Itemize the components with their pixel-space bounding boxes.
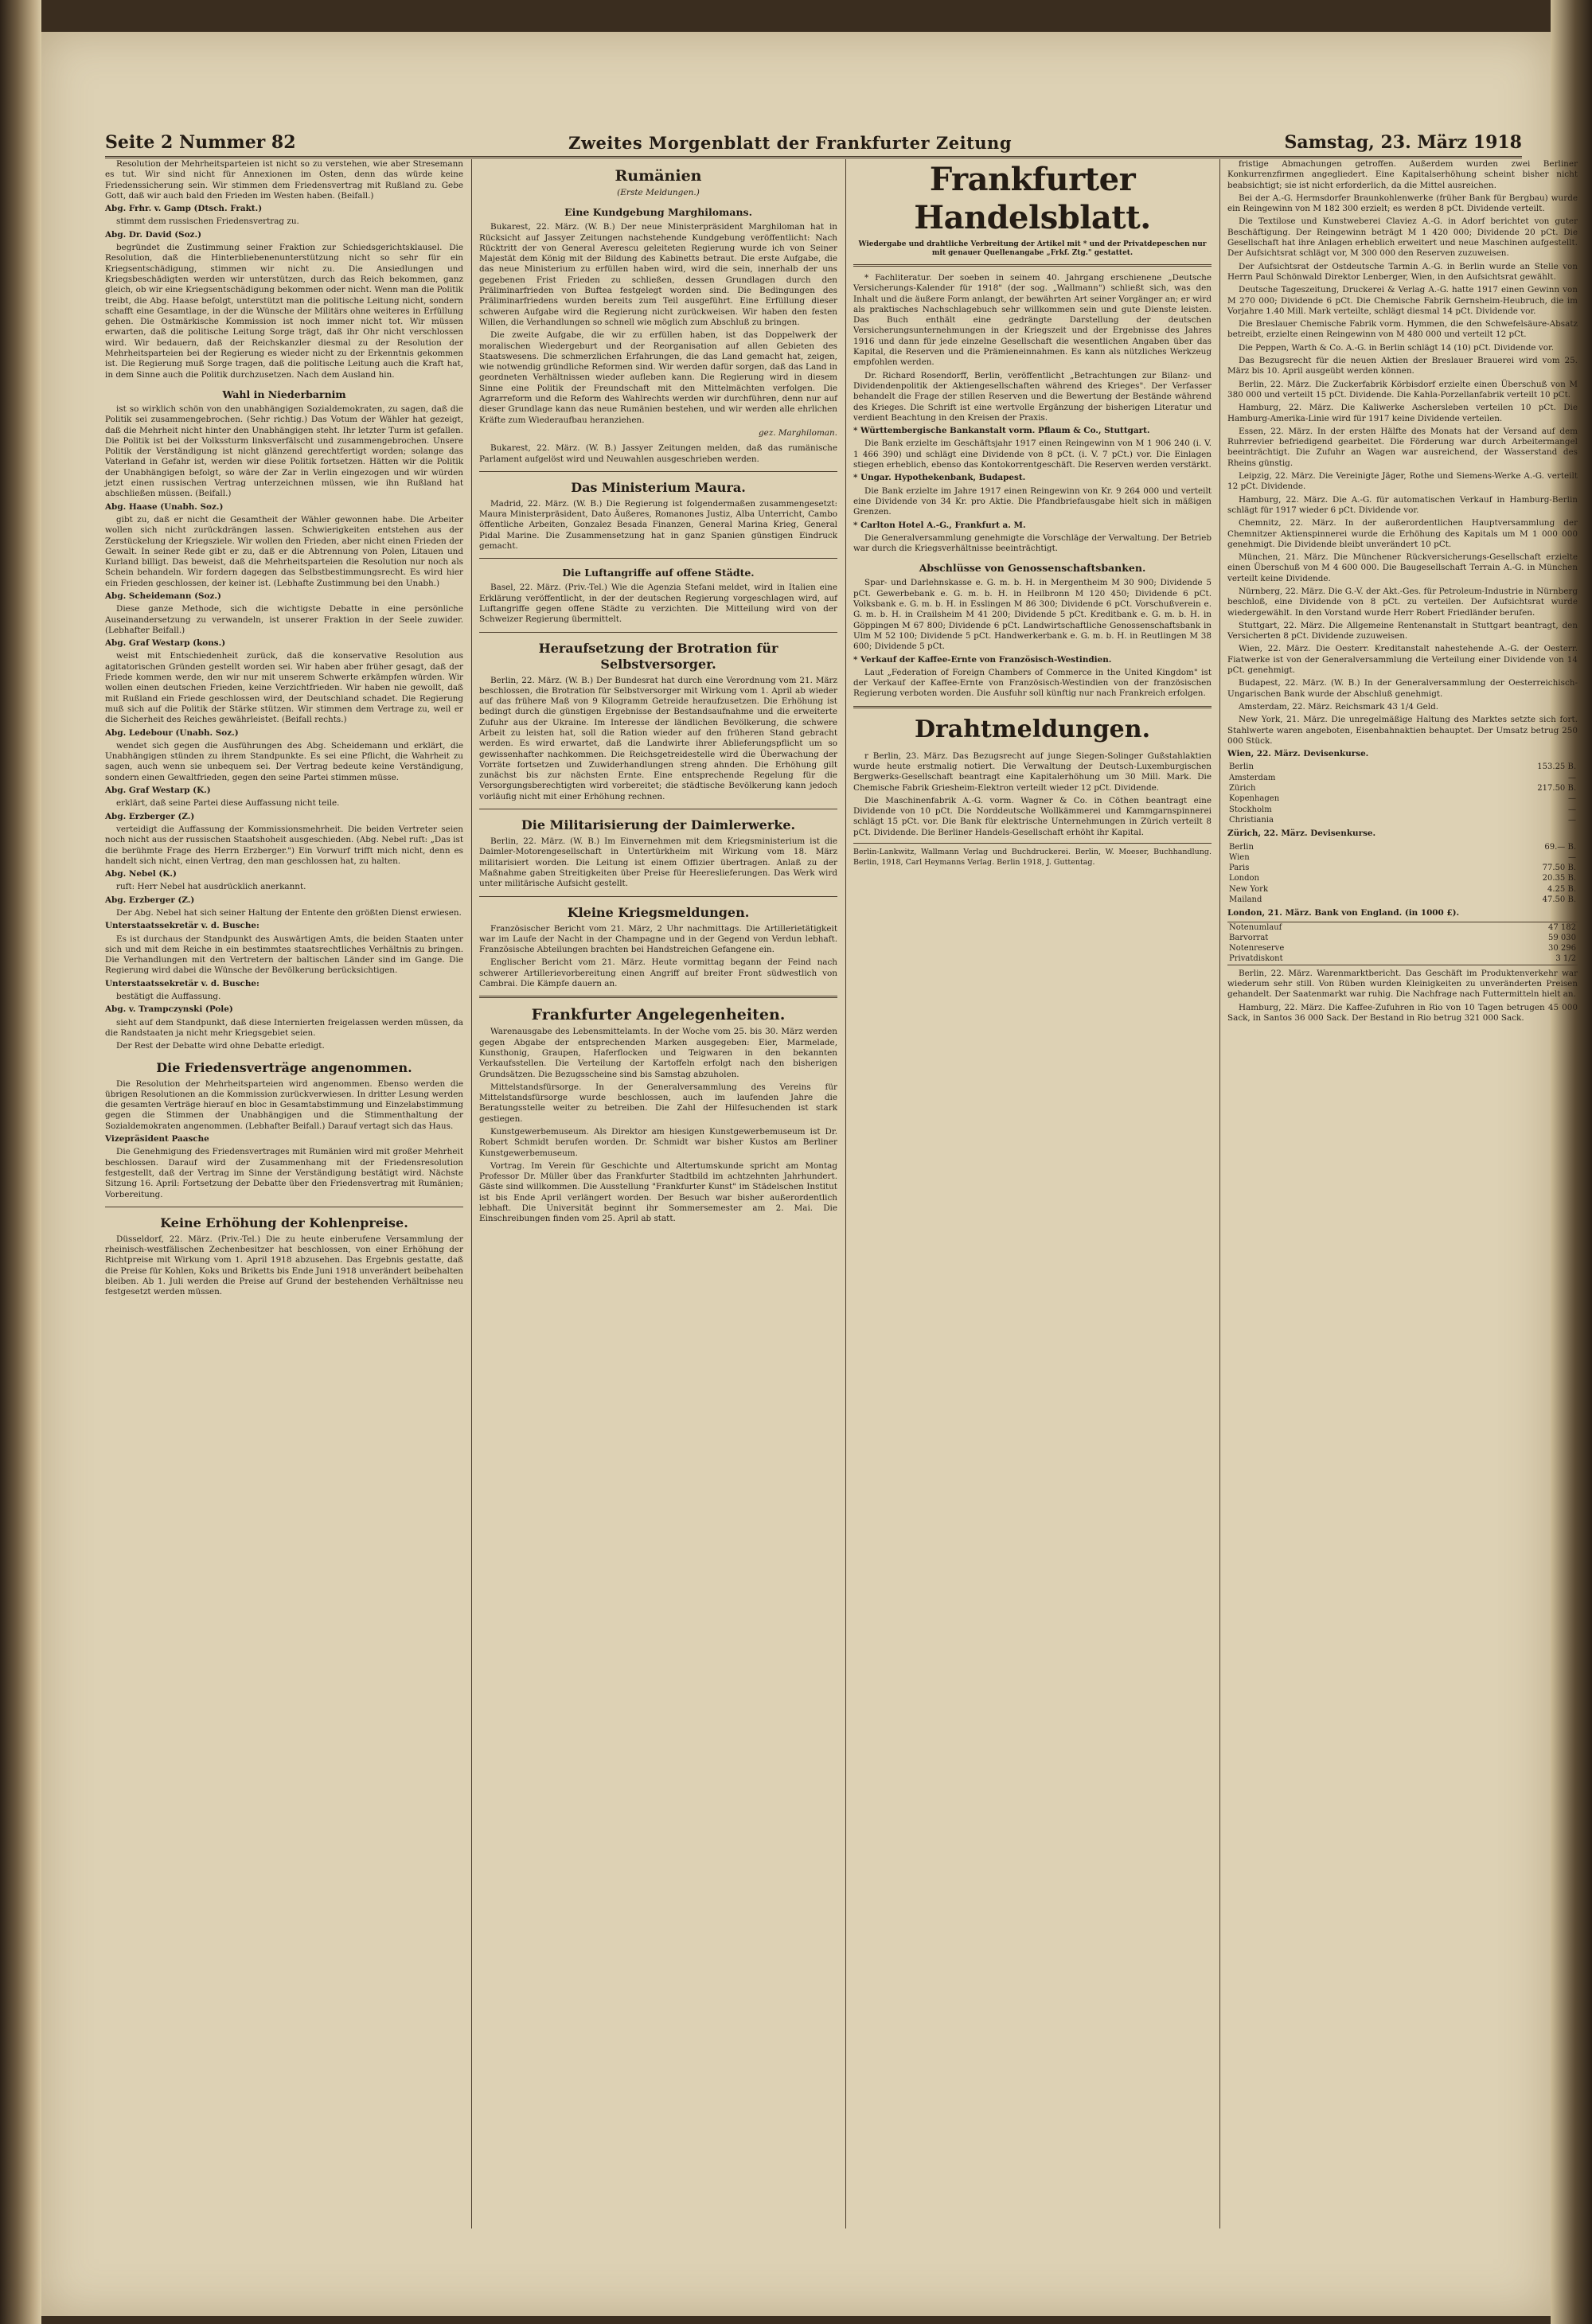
table-value-cell: — xyxy=(1568,773,1576,782)
section-heading: Kleine Kriegsmeldungen. xyxy=(567,904,750,920)
table-label-cell: Berlin xyxy=(1229,842,1254,852)
paragraph: Die Generalversammlung genehmigte die Vorschläge der Verwaltung. Der Betrieb war durch die Kriegsverhältnisse beeinträchtigt. xyxy=(853,532,1212,554)
table-label-cell: Christiania xyxy=(1229,815,1274,825)
speaker: Abg. Erzberger (Z.) xyxy=(105,811,195,821)
paragraph: Vortrag. Im Verein für Geschichte und Altertumskunde spricht am Montag Professor Dr. Müller über das Frankfurter Stadtbild im achtzehnten Jahrhundert. Gäste sind willkommen. Die Ausstellung "Frankfurter Kunst" im Städelschen Institut ist bis Ende April verlängert worden. Der Besuch war bisher außerordentlich lebhaft. Die Universität beginnt ihr Sommersemester am 2. Mai. Die Einschreibungen finden vom 25. April ab statt. xyxy=(479,1160,837,1224)
paragraph: Basel, 22. März. (Priv.-Tel.) Wie die Agenzia Stefani meldet, wird in Italien eine Erklärung veröffentlicht, in der der deutschen Regierung vorgeschlagen wird, auf Luftangriffe gegen offene Städte zu verzichten. Die Mitteilung wird von der Schweizer Regierung übermittelt. xyxy=(479,583,837,625)
paragraph: wendet sich gegen die Ausführungen des Abg. Scheidemann und erklärt, die Unabhängigen stünden zu ihrem Standpunkte. Es sei eine Pflicht, die Wahrheit zu sagen, auch wenn sie unbequem sei. Der Vertrag bedeute keine Verständigung, sondern einen Gewaltfrieden, gegen den seine Partei stimmen müsse. xyxy=(105,740,463,782)
subheading: Abschlüsse von Genossenschaftsbanken. xyxy=(919,562,1146,575)
paragraph: erklärt, daß seine Partei diese Auffassung nicht teile. xyxy=(116,798,340,809)
paragraph: Chemnitz, 22. März. In der außerordentlichen Hauptversammlung der Chemnitzer Aktienspinnerei wurde die Erhöhung des Kapitals um M 1 000 000 genehmigt. Die Dividende bleibt unverändert 10 pCt. xyxy=(1227,518,1578,549)
speaker: Vizepräsident Paasche xyxy=(105,1134,209,1144)
table-value-cell: — xyxy=(1568,794,1576,804)
table-label-cell: Paris xyxy=(1229,864,1250,873)
section-heading: Drahtmeldungen. xyxy=(914,715,1151,743)
paragraph: weist mit Entschiedenheit zurück, daß die konservative Resolution aus agitatorischen Gründen gestellt worden sei. Wir haben aber früher gesagt, daß der Friede kommen werde, den wir nur mit unserem Schwerte erkämpfen würden. Wir wollen einen deutschen Frieden, keine Verzichtfrieden. Wir haben nie gewollt, daß mit Rußland ein Friede geschlossen wird, der Deutschland schadet. Die Regierung muß sich auf die Politik der Stärke stützen. Wir stimmen dem Vertrage zu, weil er die Sicherheit des Reiches gewährleistet. (Beifall rechts.) xyxy=(105,651,463,725)
paragraph: fristige Abmachungen getroffen. Außerdem wurden zwei Berliner Konkurrenzfirmen angegliedert. Eine Kapitalserhöhung scheint bisher nicht beabsichtigt; sie ist nicht erforderlich, da die Mittel ausreichen. xyxy=(1227,159,1578,190)
section-heading: Frankfurter Angelegenheiten. xyxy=(531,1006,786,1024)
column-3 xyxy=(853,159,1212,2228)
table-row xyxy=(1227,922,1578,933)
table-label-cell: New York xyxy=(1229,884,1268,894)
paragraph: Mittelstandsfürsorge. In der Generalversammlung des Vereins für Mittelstandsfürsorge wurde beschlossen, auch im laufenden Jahre die Beratungsstelle weiter zu betreiben. Die Zahl der Hilfesuchenden ist stark gestiegen. xyxy=(479,1082,837,1124)
speaker: Unterstaatssekretär v. d. Busche: xyxy=(105,978,259,988)
table-row xyxy=(1227,895,1578,905)
section-masthead: Frankfurter Handelsblatt. xyxy=(914,161,1151,236)
divider xyxy=(479,471,837,472)
section-heading: Das Ministerium Maura. xyxy=(571,479,746,495)
column-1 xyxy=(105,159,463,2228)
table-value-cell: 30 296 xyxy=(1548,944,1576,953)
speaker: Abg. Dr. David (Soz.) xyxy=(105,229,201,240)
paragraph: München, 21. März. Die Münchener Rückversicherungs-Gesellschaft erzielte einen Überschuß von M 4 600 000. Die Baugesellschaft Terrain A.-G. in München verteilt keine Dividende. xyxy=(1227,552,1578,583)
speaker: Abg. Haase (Unabh. Soz.) xyxy=(105,501,224,512)
paragraph: Wien, 22. März. Die Oesterr. Kreditanstalt nahestehende A.-G. der Oesterr. Fiatwerke ist von der Generalversammlung die Verteilung einer Dividende von 14 pCt. genehmigt. xyxy=(1227,644,1578,676)
table-value-cell: 3 1/2 xyxy=(1555,954,1576,964)
signature: gez. Marghiloman. xyxy=(759,427,837,438)
subheading: Wahl in Niederbarnim xyxy=(222,388,346,400)
paragraph: Deutsche Tageszeitung, Druckerei & Verlag A.-G. hatte 1917 einen Gewinn von M 270 000; Dividende 6 pCt. Die Chemische Fabrik Gernsheim-Heubruch, die im Vorjahre 1.40 Mill. Mark verteilte, schlägt diesmal 14 pCt. Dividende vor. xyxy=(1227,285,1578,316)
paragraph: Der Aufsichtsrat der Ostdeutsche Tarmin A.-G. in Berlin wurde an Stelle von Herrn Paul Schönwald Direktor Lenberger, Wien, in den Aufsichtsrat gewählt. xyxy=(1227,261,1578,282)
paragraph: Die Genehmigung des Friedensvertrages mit Rumänien wird mit großer Mehrheit beschlossen. Darauf wird der Zusammenhang mit der Friedensresolution festgestellt, daß der Vertrag im Sinne der Verständigung bestätigt wird. Nächste Sitzung 16. April: Fortsetzung der Debatte über den Friedensvertrag mit Rumänien; Vorbereitung. xyxy=(105,1147,463,1199)
paragraph: Berlin, 22. März. Die Zuckerfabrik Körbisdorf erzielte einen Überschuß von M 380 000 und verteilt 15 pCt. Dividende. Die Kahla-Porzellanfabrik verteilt 10 pCt. xyxy=(1227,379,1578,400)
paragraph: Hamburg, 22. März. Die Kaffee-Zufuhren in Rio von 10 Tagen betrugen 45 000 Sack, in Santos 36 000 Sack. Der Bestand in Rio betrug 321 000 Sack. xyxy=(1227,1002,1578,1023)
paragraph: Warenausgabe des Lebensmittelamts. In der Woche vom 25. bis 30. März werden gegen Abgabe der entsprechenden Marken ausgegeben: Eier, Marmelade, Kunsthonig, Graupen, Haferflocken und Teigwaren in den bekannten Verkaufsstellen. Die Verteilung der Kartoffeln erfolgt nach den bisherigen Grundsätzen. Die Bezugsscheine sind bis Samstag abzuholen. xyxy=(479,1027,837,1079)
speaker: Abg. Erzberger (Z.) xyxy=(105,895,195,905)
item-heading: * Carlton Hotel A.-G., Frankfurt a. M. xyxy=(853,520,1026,530)
paragraph: Die Bank erzielte im Geschäftsjahr 1917 einen Reingewinn von M 1 906 240 (i. V. 1 466 390) und schlägt eine Dividende von 8 pCt. (i. V. 7 pCt.) vor. Die Einlagen stiegen erheblich, ebenso das Kontokorrentgeschäft. Die Reserven werden verstärkt. xyxy=(853,439,1212,470)
speaker: Abg. Nebel (K.) xyxy=(105,869,177,879)
header-page-number: Seite 2 Nummer 82 xyxy=(105,132,296,153)
paragraph: Bukarest, 22. März. (W. B.) Jassyer Zeitungen melden, daß das rumänische Parlament aufgelöst wird und Neuwahlen ausgeschrieben werden. xyxy=(479,443,837,464)
table-row xyxy=(1227,815,1578,825)
paragraph: Leipzig, 22. März. Die Vereinigte Jäger, Rothe und Siemens-Werke A.-G. verteilt 12 pCt. Dividende. xyxy=(1227,471,1578,492)
paragraph: Berlin, 22. März. (W. B.) Der Bundesrat hat durch eine Verordnung vom 21. März beschlossen, die Brotration für Selbstversorger mit Wirkung vom 1. April ab wieder auf das frühere Maß von 9 Kilogramm Getreide heraufzusetzen. Die Erhöhung ist bedingt durch die günstigen Ergebnisse der Bestandsaufnahme und die erweiterte Zufuhr aus der Ukraine. Im Interesse der ländlichen Bevölkerung, die schwere Arbeit zu leisten hat, soll die Ration wieder auf den früheren Stand gebracht werden. Es wird erwartet, daß die Landwirte ihrer Ablieferungspflicht um so gewissenhafter nachkommen. Die Reichsgetreidestelle wird die Überwachung der Vorräte fortsetzen und Zuwiderhandlungen streng ahnden. Die Erhöhung gilt zunächst bis zur nächsten Ernte. Eine entsprechende Regelung für die Versorgungsberechtigten wird vorbereitet; die städtische Bevölkerung kann jedoch vorläufig nicht mit einer Erhöhung rechnen. xyxy=(479,675,837,801)
paragraph: verteidigt die Auffassung der Kommissionsmehrheit. Die beiden Vertreter seien noch nicht aus der russischen Staatshoheit ausgeschieden. (Abg. Nebel ruft: „Das ist die berühmte Frage des Herrn Erzberger.") Ein Vorwurf trifft mich nicht, denn es handelt sich nicht, einen Vertrag, den man geschlossen hat, zu halten. xyxy=(105,824,463,866)
column-4 xyxy=(1227,159,1578,2228)
section-heading: Heraufsetzung der Brotration für Selbstversorger. xyxy=(538,640,778,672)
column-rule xyxy=(845,159,846,2228)
table-row xyxy=(1227,943,1578,953)
paragraph: Die Breslauer Chemische Fabrik vorm. Hymmen, die den Schwefelsäure-Absatz betreibt, erzielte einen Reingewinn von M 480 000 und verteilt 12 pCt. xyxy=(1227,319,1578,340)
section-heading: Die Militarisierung der Daimlerwerke. xyxy=(521,817,796,833)
divider xyxy=(479,558,837,559)
divider xyxy=(853,264,1212,267)
table-value-cell: 153.25 B. xyxy=(1537,762,1576,772)
paragraph: New York, 21. März. Die unregelmäßige Haltung des Marktes setzte sich fort. Stahlwerte waren angeboten, Eisenbahnaktien behauptet. Der Umsatz betrug 250 000 Stück. xyxy=(1227,715,1578,746)
table-label-cell: Stockholm xyxy=(1229,805,1272,814)
table-label-cell: Notenumlauf xyxy=(1229,922,1282,932)
paragraph: sieht auf dem Standpunkt, daß diese Internierten freigelassen werden müssen, da die Randstaaten ja nicht mehr Kriegsgebiet seien. xyxy=(105,1017,463,1038)
speaker: Abg. Graf Westarp (kons.) xyxy=(105,638,226,649)
paragraph: Bei der A.-G. Hermsdorfer Braunkohlenwerke (früher Bank für Bergbau) wurde ein Reingewinn von M 182 300 erzielt; es werden 8 pCt. Dividende verteilt. xyxy=(1227,193,1578,214)
speaker: Abg. Graf Westarp (K.) xyxy=(105,786,211,796)
newspaper-page xyxy=(41,32,1578,2316)
column-rule xyxy=(1219,159,1220,2228)
table-label-cell: Berlin xyxy=(1229,762,1254,772)
paragraph: ist so wirklich schön von den unabhängigen Sozialdemokraten, zu sagen, daß die Politik sei zusammengebrochen. (Sehr richtig.) Das Votum der Wähler hat gezeigt, daß die Mehrheit nicht hinter den Unabhängigen steht. Ihr letzter Turm ist gefallen. Die Politik ist bei der Volkssturm linksverfälscht und zusammengebrochen. Unsere Politik der Verständigung ist nicht glänzend gerechtfertigt worden; solange das Vaterland in Gefahr ist, werden wir diese Politik fortsetzen. Hätten wir die Politik der Unabhängigen befolgt, so wäre der Zar in Verlin eingezogen und wir würden jetzt einen russischen Vertrag unterzeichnen müssen, wie ihn Rußland hat abschließen müssen. (Beifall.) xyxy=(105,404,463,499)
table-heading: Wien, 22. März. Devisenkurse. xyxy=(1227,749,1369,759)
paragraph: Spar- und Darlehnskasse e. G. m. b. H. in Mergentheim M 30 900; Dividende 5 pCt. Gewerbebank e. G. m. b. H. in Heilbronn M 120 450; Dividende 6 pCt. Volksbank e. G. m. b. H. in Esslingen M 86 300; Dividende 6 pCt. Vorschußverein e. G. m. b. H. in Crailsheim M 41 200; Dividende 5 pCt. Kreditbank e. G. m. b. H. in Göppingen M 67 800; Dividende 6 pCt. Landwirtschaftliche Genossenschaftsbank in Ulm M 52 100; Dividende 5 pCt. Handwerkerbank e. G. m. b. H. in Reutlingen M 38 600; Dividende 5 pCt. xyxy=(853,578,1212,652)
subheading: Die Luftangriffe auf offene Städte. xyxy=(562,567,755,579)
paragraph: * Fachliteratur. Der soeben in seinem 40. Jahrgang erschienene „Deutsche Versicherungs-Kalender für 1918" (der sog. „Wallmann") schließt sich, was den Inhalt und die äußere Form anlangt, der bewährten Art seiner Vorgänger an; er wird als praktisches Nachschlagebuch sehr willkommen sein und gute Dienste leisten. Das Buch enthält eine gedrängte Darstellung der deutschen Versicherungsunternehmungen in der Kriegszeit und der Ergebnisse des Jahres 1916 und dann für jede einzelne Gesellschaft die wesentlichen Angaben über das Kapital, die Reserven und die Prämieneinnahmen. Es kann als nützliches Werkzeug empfohlen werden. xyxy=(853,273,1212,368)
paragraph: Berlin, 22. März. Warenmarktbericht. Das Geschäft im Produktenverkehr war wiederum sehr still. Von Rüben wurden Kleinigkeiten zu unveränderten Preisen gehandelt. Der Saatenmarkt war ruhig. Die Nachfrage nach Futtermitteln hielt an. xyxy=(1227,968,1578,1000)
table-row xyxy=(1227,805,1578,815)
paragraph: Die zweite Aufgabe, die wir zu erfüllen haben, ist das Doppelwerk der moralischen Wiedergeburt und der Reorganisation auf allen Gebieten des Staatswesens. Die schmerzlichen Erfahrungen, die das Land gemacht hat, zeigen, wie notwendig gründliche Reformen sind. Wir werden dafür sorgen, daß das Land in geordneten Verhältnissen wieder aufleben kann. Die Regierung wird in diesem Sinne eine Politik der Freundschaft mit den Mittelmächten verfolgen. Die Agrarreform und die Reform des Wahlrechts werden wir durchführen, denn nur auf dieser Grundlage kann das neue Rumänien bestehen, und wir werden alle ehrlichen Kräfte zum Wiederaufbau heranziehen. xyxy=(479,330,837,425)
divider xyxy=(853,706,1212,708)
paragraph: Budapest, 22. März. (W. B.) In der Generalversammlung der Oesterreichisch-Ungarischen Bank wurde der Abschluß genehmigt. xyxy=(1227,678,1578,699)
section-heading: Rumänien xyxy=(615,167,702,185)
table-value-cell: 59 030 xyxy=(1548,933,1576,942)
paragraph: Die Bank erzielte im Jahre 1917 einen Reingewinn von Kr. 9 264 000 und verteilt eine Dividende von 34 Kr. pro Aktie. Die Pfandbriefausgabe hielt sich in mäßigen Grenzen. xyxy=(853,485,1212,517)
column-2 xyxy=(479,159,837,2228)
paragraph: gibt zu, daß er nicht die Gesamtheit der Wähler gewonnen habe. Die Arbeiter wollen sich nicht zurückdrängen lassen. Schwierigkeiten entstehen aus der Zerstückelung der Kriegsziele. Wir wollen den Frieden, aber nicht einen Frieden der Gewalt. In seiner Rede gibt er zu, daß er die Abtrennung von Polen, Litauen und Kurland billigt. Das beweist, daß die Mehrheitsparteien die Resolution nur noch als Schein behandeln. Wir fordern dagegen das Selbstbestimmungsrecht. Es wird hier ein Frieden geschlossen, der keiner ist. (Lebhafte Zustimmung bei den Unabh.) xyxy=(105,514,463,588)
speaker: Unterstaatssekretär v. d. Busche: xyxy=(105,921,259,931)
paragraph: Amsterdam, 22. März. Reichsmark 43 1/4 Geld. xyxy=(1239,701,1439,712)
paragraph: Dr. Richard Rosendorff, Berlin, veröffentlicht „Betrachtungen zur Bilanz- und Dividendenpolitik der Aktiengesellschaften während des Krieges". Der Verfasser behandelt die Frage der stillen Reserven und die Bewertung der Bestände während des Krieges. Die Schrift ist eine wertvolle Ergänzung der bisherigen Literatur und verdient Beachtung in den Kreisen der Praxis. xyxy=(853,370,1212,423)
paragraph: Stuttgart, 22. März. Die Allgemeine Rentenanstalt in Stuttgart beantragt, den Versicherten 8 pCt. Dividende zuzuweisen. xyxy=(1227,620,1578,641)
paragraph: Essen, 22. März. In der ersten Hälfte des Monats hat der Versand auf dem Ruhrrevier befriedigend gearbeitet. Die Förderung war durch Arbeitermangel beeinträchtigt. Die Zufuhr an Wagen war ausreichend, der Wasserstand des Rheins günstig. xyxy=(1227,426,1578,468)
column-rule xyxy=(471,159,472,2228)
columns xyxy=(105,159,1587,2236)
item-heading: * Württembergische Bankanstalt vorm. Pflaum & Co., Stuttgart. xyxy=(853,426,1150,436)
paragraph: begründet die Zustimmung seiner Fraktion zur Schiedsgerichtsklausel. Die Resolution, daß die Hinterbliebenenunterstützung nicht so sehr für ein Kriegsentschädigung, stimmen wir nicht zu. Die Ansiedlungen und Kriegsbeschädigten werden wir unterstützen, durch das Reich bekommen, ganz gleich, ob wir eine Kriegsentschädigung bekommen oder nicht. Wenn man die Politik treibt, die Abg. Haase befolgt, unterstützt man die politische Leitung nicht, sondern schafft eine Gesamtlage, in der die Wünsche der Militärs ohne weiteres in Erfüllung gehen. Die Ostmärkische Kommission ist noch immer nicht tot. Wir müssen erwarten, daß die politische Leitung Sorge trägt, daß ihr Ohr nicht verschlossen wird. Wir bedauern, daß der Reichskanzler diesmal zu der Resolution der Mehrheitsparteien bei der Regierung es wieder nicht zu der Erkenntnis gekommen ist. Die Regierung muß Sorge tragen, daß die politische Leitung auch die Kraft hat, in dem Sinne auch die Politik durchzusetzen. Nach dem Ausland hin. xyxy=(105,243,463,380)
divider xyxy=(479,896,837,897)
paragraph: bestätigt die Auffassung. xyxy=(116,992,221,1002)
paragraph: Die Textilose und Kunstweberei Claviez A.-G. in Adorf berichtet von guter Beschäftigung. Der Reingewinn beträgt M 1 420 000; Dividende 20 pCt. Die Gesellschaft hat ihre Anlagen erheblich erweitert und neue Maschinen aufgestellt. Der Aufsichtsrat schlägt vor, M 300 000 den Reserven zuzuweisen. xyxy=(1227,216,1578,259)
divider xyxy=(479,632,837,633)
paragraph: Die Resolution der Mehrheitsparteien wird angenommen. Ebenso werden die übrigen Resolutionen an die Kommission zurückverwiesen. In dritter Lesung werden die gesamten Verträge hierauf en bloc in Gesamtabstimmung und Einzelabstimmung gegen die Stimmen der Unabhängigen und die Stimmenthaltung der Sozialdemokraten angenommen. (Lebhafter Beifall.) Darauf vertagt sich das Haus. xyxy=(105,1078,463,1131)
paragraph: Nürnberg, 22. März. Die G.-V. der Akt.-Ges. für Petroleum-Industrie in Nürnberg beschloß, eine Dividende von 8 pCt. zu verteilen. Der Aufsichtsrat wurde wiedergewählt. In den Vorstand wurde Herr Robert Friedländer berufen. xyxy=(1227,586,1578,618)
paragraph: ruft: Herr Nebel hat ausdrücklich anerkannt. xyxy=(116,882,306,892)
table-label-cell: Mailand xyxy=(1229,895,1262,904)
table-value-cell: — xyxy=(1568,805,1576,814)
speaker: Abg. v. Trampczynski (Pole) xyxy=(105,1004,233,1015)
paragraph: stimmt dem russischen Friedensvertrag zu. xyxy=(116,216,299,227)
rates-table xyxy=(1227,762,1578,825)
table-row xyxy=(1227,794,1578,804)
paragraph: Diese ganze Methode, sich die wichtigste Debatte in eine persönliche Auseinandersetzung zu verwandeln, ist unserer Fraktion in der Seele zuwider. (Lebhafter Beifall.) xyxy=(105,604,463,635)
table-value-cell: — xyxy=(1568,815,1576,825)
paragraph: Hamburg, 22. März. Die Kaliwerke Aschersleben verteilen 10 pCt. Die Hamburg-Amerika-Linie wird für 1917 keine Dividende verteilen. xyxy=(1227,403,1578,423)
table-label-cell: Privatdiskont xyxy=(1229,954,1283,964)
rates-table xyxy=(1227,842,1578,906)
divider xyxy=(479,996,837,998)
table-row xyxy=(1227,933,1578,943)
table-value-cell: 217.50 B. xyxy=(1537,784,1576,794)
table-row xyxy=(1227,863,1578,873)
table-row xyxy=(1227,873,1578,883)
paragraph: Düsseldorf, 22. März. (Priv.-Tel.) Die zu heute einberufene Versammlung der rheinisch-westfälischen Zechenbesitzer hat beschlossen, von einer Erhöhung der Richtpreise mit Wirkung vom 1. April 1918 abzusehen. Das Ergebnis gestatte, daß die Preise für Kohlen, Koks und Briketts bis Ende Juni 1918 unverändert beibehalten bleiben. Ab 1. Juli werden die Preise auf Grund der bestehenden Verhältnisse neu festgesetzt werden müssen. xyxy=(105,1234,463,1297)
paragraph: Berlin, 22. März. (W. B.) Im Einvernehmen mit dem Kriegsministerium ist die Daimler-Motorengesellschaft in Untertürkheim mit Wirkung vom 18. März militarisiert worden. Die Leitung ist einem Offizier übertragen. Anlaß zu der Maßnahme gaben Streitigkeiten über Preise für Heereslieferungen. Das Werk wird unter militärische Aufsicht gestellt. xyxy=(479,836,837,889)
table-value-cell: — xyxy=(1568,852,1576,862)
section-heading: Die Friedensverträge angenommen. xyxy=(156,1059,412,1075)
subheading: Eine Kundgebung Marghilomans. xyxy=(564,206,752,219)
table-row xyxy=(1227,852,1578,863)
paragraph: r Berlin, 23. März. Das Bezugsrecht auf junge Siegen-Solinger Gußstahlaktien wurde heute erstmalig notiert. Die Verwaltung der Deutsch-Luxemburgischen Bergwerks-Gesellschaft beantragt eine Kapitalerhöhung um 30 Mill. Mark. Die Chemische Fabrik Griesheim-Elektron verteilt wieder 12 pCt. Dividende. xyxy=(853,751,1212,793)
paragraph: Resolution der Mehrheitsparteien ist nicht so zu verstehen, wie aber Stresemann es tut. Wir sind nicht für Annexionen im Osten, denn das würde keine Friedenssicherung sein. Wir stimmen dem Friedensvertrag mit Rußland zu. Gebe Gott, daß wir auch bald den Frieden im Westen haben. (Beifall.) xyxy=(105,159,463,201)
bank-table xyxy=(1227,922,1578,965)
item-heading: * Verkauf der Kaffee-Ernte von Französisch-Westindien. xyxy=(853,654,1112,665)
table-row xyxy=(1227,842,1578,852)
table-label-cell: Wien xyxy=(1229,852,1250,862)
paragraph: Englischer Bericht vom 21. März. Heute vormittag begann der Feind nach schwerer Artillerievorbereitung einen Angriff auf breiter Front südwestlich von Cambrai. Die Kämpfe dauern an. xyxy=(479,957,837,989)
paragraph: Das Bezugsrecht für die neuen Aktien der Breslauer Brauerei wird vom 25. März bis 10. April ausgeübt werden können. xyxy=(1227,356,1578,376)
paragraph: Der Rest der Debatte wird ohne Debatte erledigt. xyxy=(116,1041,325,1051)
section-heading: Keine Erhöhung der Kohlenpreise. xyxy=(160,1215,408,1230)
paragraph: Bukarest, 22. März. (W. B.) Der neue Ministerpräsident Marghiloman hat in Rücksicht auf Jassyer Zeitungen nachstehende Kundgebung veröffentlicht: Nach Rücktritt der von General Averescu geleiteten Regierung wurde ich von Seiner Majestät dem König mit der Bildung des Kabinetts betraut. Die erste Aufgabe, die das neue Ministerium zu erfüllen haben wird, wird die sein, innerhalb der uns gegebenen Frist Frieden zu schließen, dessen Grundlagen durch den Präliminarfrieden von Buftea festgelegt worden sind. Die Bedingungen des Präliminarfriedens wurden bereits zum Teil ausgeführt. Eine Erfüllung dieser schweren Aufgabe wird die Regierung nicht zurückweisen. Wir haben den festen Willen, die Verhandlungen so schnell wie möglich zum Abschluß zu bringen. xyxy=(479,222,837,327)
table-row xyxy=(1227,783,1578,794)
paragraph: Hamburg, 22. März. Die A.-G. für automatischen Verkauf in Hamburg-Berlin schlägt für 1917 wieder 6 pCt. Dividende vor. xyxy=(1227,494,1578,515)
paragraph: Französischer Bericht vom 21. März, 2 Uhr nachmittags. Die Artillerietätigkeit war im Laufe der Nacht in der Champagne und in der Gegend von Verdun lebhaft. Französische Abteilungen brachten bei Handstreichen Gefangene ein. xyxy=(479,923,837,955)
table-value-cell: 47.50 B. xyxy=(1542,895,1576,904)
paragraph: Der Abg. Nebel hat sich seiner Haltung der Entente den größten Dienst erwiesen. xyxy=(116,908,462,918)
imprint: Berlin-Lankwitz, Wallmann Verlag und Buchdruckerei. Berlin, W. Moeser, Buchhandlung. Berlin, 1918, Carl Heymanns Verlag. Berlin 1918, J. Guttentag. xyxy=(853,843,1212,868)
subtitle: (Erste Meldungen.) xyxy=(617,188,700,197)
speaker: Abg. Scheidemann (Soz.) xyxy=(105,591,221,601)
item-heading: * Ungar. Hypothekenbank, Budapest. xyxy=(853,473,1026,483)
table-heading: Zürich, 22. März. Devisenkurse. xyxy=(1227,829,1376,839)
table-label-cell: Zürich xyxy=(1229,784,1256,794)
header-paper-title: Zweites Morgenblatt der Frankfurter Zeitung xyxy=(568,133,1012,153)
table-value-cell: 47 182 xyxy=(1548,922,1576,932)
table-row xyxy=(1227,884,1578,895)
table-label-cell: Barvorrat xyxy=(1229,933,1269,942)
header-date: Samstag, 23. März 1918 xyxy=(1284,132,1522,153)
paragraph: Laut „Federation of Foreign Chambers of Commerce in the United Kingdom" ist der Verkauf der Kaffee-Ernte von Französisch-Westindien von der französischen Regierung verboten worden. Die Ausfuhr soll künftig nur nach Frankreich erfolgen. xyxy=(853,667,1212,699)
table-label-cell: Notenreserve xyxy=(1229,944,1285,953)
paragraph: Madrid, 22. März. (W. B.) Die Regierung ist folgendermaßen zusammengesetzt: Maura Ministerpräsident, Dato Äußeres, Romanones Justiz, Alba Unterricht, Cambo öffentliche Arbeiten, Gonzalez Besada Finanzen, General Marina Krieg, General Pidal Marine. Die Zusammensetzung hat in ganz Spanien günstigen Eindruck gemacht. xyxy=(479,498,837,552)
paragraph: Es ist durchaus der Standpunkt des Auswärtigen Amts, die beiden Staaten unter sich und mit dem Reiche in ein bestimmtes staatsrechtliches Verhältnis zu bringen. Die Verhandlungen mit den Vertretern der baltischen Länder sind im Gange. Die Regierung wird dabei die Wünsche der Bevölkerung berücksichtigen. xyxy=(105,934,463,976)
table-row xyxy=(1227,953,1578,965)
table-label-cell: Amsterdam xyxy=(1229,773,1276,782)
paragraph: Die Maschinenfabrik A.-G. vorm. Wagner & Co. in Cöthen beantragt eine Dividende von 10 pCt. Die Norddeutsche Wollkämmerei und Kammgarnspinnerei schlägt 15 pCt. vor. Die Bank für elektrische Unternehmungen in Zürich verteilt 8 pCt. Dividende. Die Berliner Handels-Gesellschaft erhöht ihr Kapital. xyxy=(853,795,1212,837)
table-heading: London, 21. März. Bank von England. (in 1000 £). xyxy=(1227,908,1460,918)
table-label-cell: Kopenhagen xyxy=(1229,794,1280,804)
paragraph: Die Peppen, Warth & Co. A.-G. in Berlin schlägt 14 (10) pCt. Dividende vor. xyxy=(1239,342,1555,353)
table-value-cell: 20.35 B. xyxy=(1542,874,1576,883)
table-value-cell: 77.50 B. xyxy=(1542,864,1576,873)
book-binding xyxy=(0,0,41,2324)
paragraph: Kunstgewerbemuseum. Als Direktor am hiesigen Kunstgewerbemuseum ist Dr. Robert Schmidt berufen worden. Dr. Schmidt war bisher Kustos am Berliner Kunstgewerbemuseum. xyxy=(479,1127,837,1158)
speaker: Abg. Frhr. v. Gamp (Dtsch. Frakt.) xyxy=(105,204,263,214)
masthead-note: Wiedergabe und drahtliche Verbreitung der Artikel mit * und der Privatdepeschen nur mit genauer Quellenangabe „Frkf. Ztg." gestattet. xyxy=(858,240,1207,257)
speaker: Abg. Ledebour (Unabh. Soz.) xyxy=(105,727,239,738)
table-value-cell: 69.— B. xyxy=(1544,842,1576,852)
running-header xyxy=(105,121,1522,158)
table-label-cell: London xyxy=(1229,874,1259,883)
table-row xyxy=(1227,773,1578,783)
table-value-cell: 4.25 B. xyxy=(1547,884,1576,894)
table-row xyxy=(1227,762,1578,772)
